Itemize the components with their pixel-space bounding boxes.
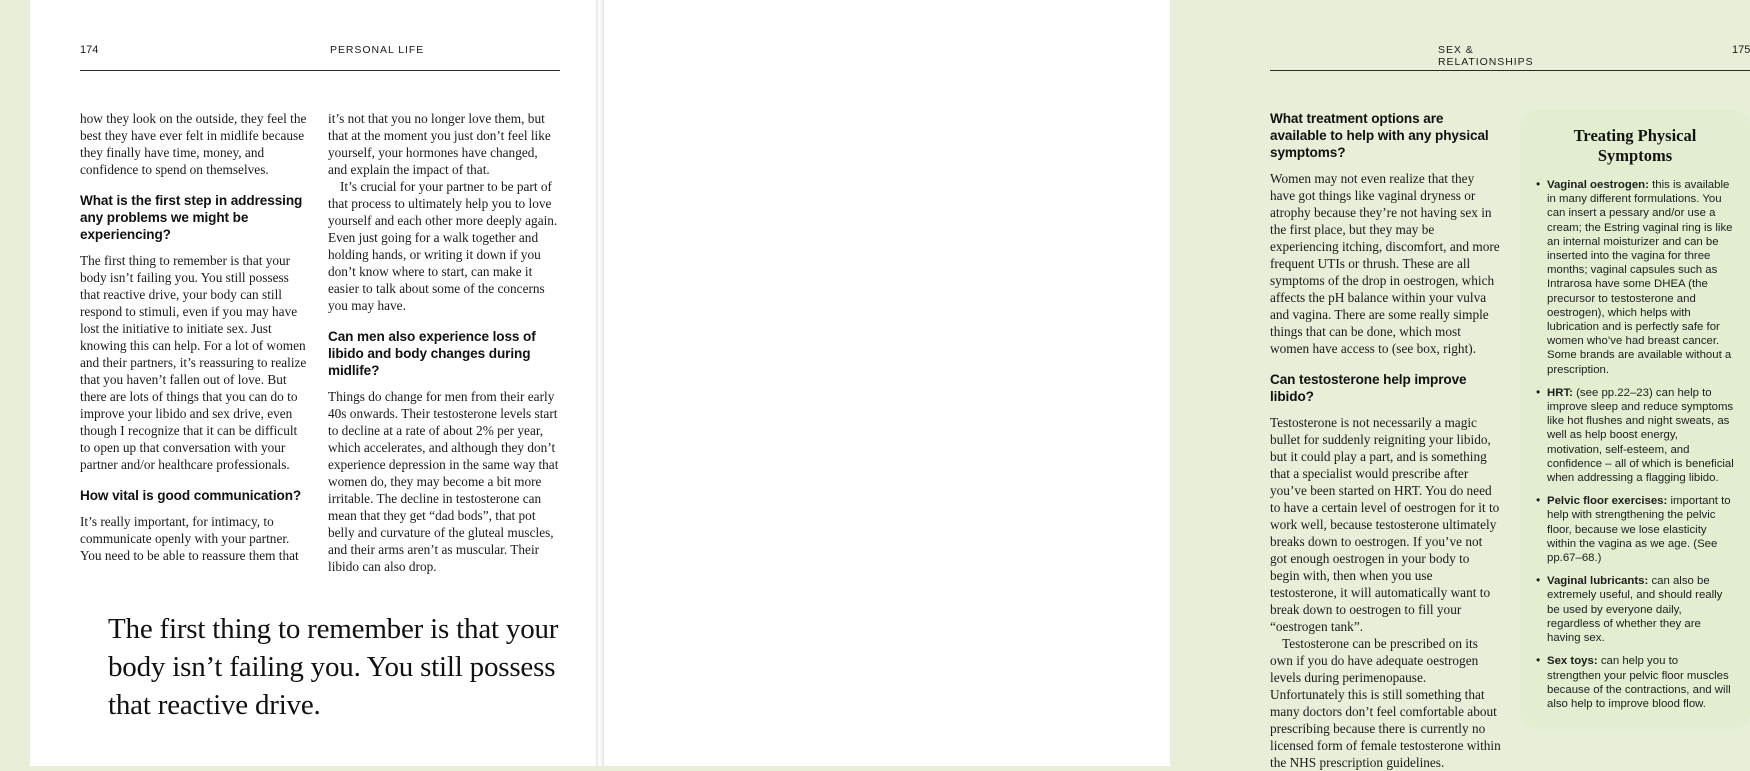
question-block-treatment-options (1270, 110, 1502, 357)
body-paragraph: how they look on the outside, they feel the best they have ever felt in midlife because they finally have time, money, and confidence to spend on themselves. (80, 111, 307, 177)
paragraph-block (80, 110, 308, 178)
sidebar-item-text: can help you to strengthen your pelvic floor muscles because of the contractions, and will also help to improve blood flow. (1547, 655, 1731, 710)
heading-treatment-options: What treatment options are available to help with any physical symptoms? (1270, 111, 1489, 160)
left-column-2 (328, 110, 560, 575)
sidebar-treating-physical-symptoms (1520, 110, 1750, 729)
heading-men-libido: Can men also experience loss of libido and body changes during midlife? (328, 329, 536, 378)
sidebar-item-term: Vaginal lubricants: (1547, 575, 1649, 588)
body-paragraph: Testosterone can be prescribed on its own if you do have adequate oestrogen levels during perimenopause. Unfortunately this is still something that many doctors don’t feel comfortable about prescribing because there is currently no licensed form of female testosterone within the NHS prescription guidelines. (1270, 636, 1501, 770)
sidebar-list-item (1536, 494, 1734, 565)
sidebar-item-term: Vaginal oestrogen: (1547, 179, 1649, 191)
left-page (30, 0, 600, 766)
sidebar-item-text: (see pp.22–23) can help to improve sleep and reduce symptoms like hot flushes and night sweats, as well as help boost energy, motivation, self-esteem, and confidence – all of which is beneficial when addressing a flagging libido. (1547, 386, 1734, 485)
pull-quote: The first thing to remember is that your body isn’t failing you. You still possess that reactive drive. (108, 613, 559, 721)
sidebar-item-term: Pelvic floor exercises: (1547, 495, 1668, 508)
sidebar-list (1536, 178, 1734, 711)
sidebar-item-term: Sex toys: (1547, 655, 1598, 668)
right-page (600, 0, 1750, 770)
body-paragraph: The first thing to remember is that your body isn’t failing you. You still possess that reactive drive, your body can still respond to stimuli, even if you may have lost the initiative to initiate sex. Just knowing this can help. For a lot of women and their partners, it’s reassuring to realize that you haven’t fallen out of love. But there are lots of things that you can do to improve your libido and sex drive, even though I recognize that it can be difficult to open up that conversation with your partner and/or healthcare professionals. (80, 253, 307, 472)
left-column-1 (80, 110, 308, 564)
heading-first-step: What is the first step in addressing any problems we might be experiencing? (80, 193, 303, 242)
right-column-1 (1270, 110, 1502, 771)
right-running-head: SEX & RELATIONSHIPS (1438, 44, 1534, 68)
question-block-communication (80, 487, 308, 564)
left-running-head: PERSONAL LIFE (330, 44, 425, 56)
body-paragraph: It’s really important, for intimacy, to communicate openly with your partner. You need to be able to reassure them that (80, 514, 299, 563)
sidebar-item-text: can also be extremely useful, and should really be used by everyone daily, regardless of whether they are having sex. (1547, 575, 1723, 645)
body-paragraph: Testosterone is not necessarily a magic bullet for suddenly reigniting your libido, but it could play a part, and is something that a specialist would prescribe after you’ve been started on HRT. You do need to have a certain level of oestrogen for it to work well, because testosterone ultimately breaks down to oestrogen. If you’ve not got enough oestrogen in your body to begin with, then when you use testosterone, it will automatically want to break down to oestrogen to fill your “oestrogen tank”. (1270, 415, 1500, 634)
sidebar-list-item (1536, 178, 1734, 377)
body-paragraph: it’s not that you no longer love them, but that at the moment you just don’t feel like yourself, your hormones have changed, and explain the impact of that. (328, 111, 551, 177)
left-header-rule (80, 70, 560, 71)
right-header-rule (1270, 70, 1750, 71)
body-paragraph: Women may not even realize that they have got things like vaginal dryness or atrophy because they’re not having sex in the first place, but they may be experiencing itching, discomfort, and more frequent UTIs or thrush. These are all symptoms of the drop in oestrogen, which affects the pH balance within your vulva and vagina. There are some really simple things that can be done, which most women have access to (see box, right). (1270, 171, 1500, 356)
left-page-folio: 174 (80, 44, 99, 56)
question-block-first-step (80, 192, 308, 473)
sidebar-item-text: important to help with strengthening the pelvic floor, because we lose elasticity within the vagina as we age. (See pp.67–68.) (1547, 495, 1731, 565)
body-paragraph: It’s crucial for your partner to be part of that process to ultimately help you to love yourself and each other more deeply again. Even just going for a walk together and holding hands, or writing it down if you don’t know where to start, can make it easier to talk about some of the concerns you may have. (328, 179, 558, 313)
question-block-testosterone (1270, 371, 1502, 771)
sidebar-item-text: this is available in many different formulations. You can insert a pessary and/or use a cream; the Estring vaginal ring is like an internal moisturizer and can be inserted into the vagina for three months; vaginal capsules such as Intrarosa have some DHEA (the precursor to testosterone and oestrogen), which helps with lubrication and is perfectly safe for women who’ve had breast cancer. Some brands are available without a prescription. (1547, 179, 1733, 376)
sidebar-title: Treating Physical Symptoms (1573, 126, 1697, 165)
question-block-men-libido (328, 328, 560, 575)
heading-testosterone: Can testosterone help improve libido? (1270, 372, 1467, 404)
right-page-folio: 175 (1732, 44, 1750, 56)
sidebar-list-item (1536, 574, 1734, 645)
sidebar-list-item (1536, 654, 1734, 711)
sidebar-list-item (1536, 386, 1734, 485)
heading-communication: How vital is good communication? (80, 488, 302, 503)
paragraph-block (328, 110, 560, 314)
body-paragraph: Things do change for men from their early 40s onwards. Their testosterone levels start to decline at a rate of about 2% per year, which accelerates, and although they don’t experience depression in the same way that women do, they may become a bit more irritable. The decline in testosterone can mean that they get “dad bods”, that pot belly and curvature of the gluteal muscles, and their arms aren’t as muscular. Their libido can also drop. (328, 389, 559, 574)
sidebar-item-term: HRT: (1547, 386, 1573, 399)
